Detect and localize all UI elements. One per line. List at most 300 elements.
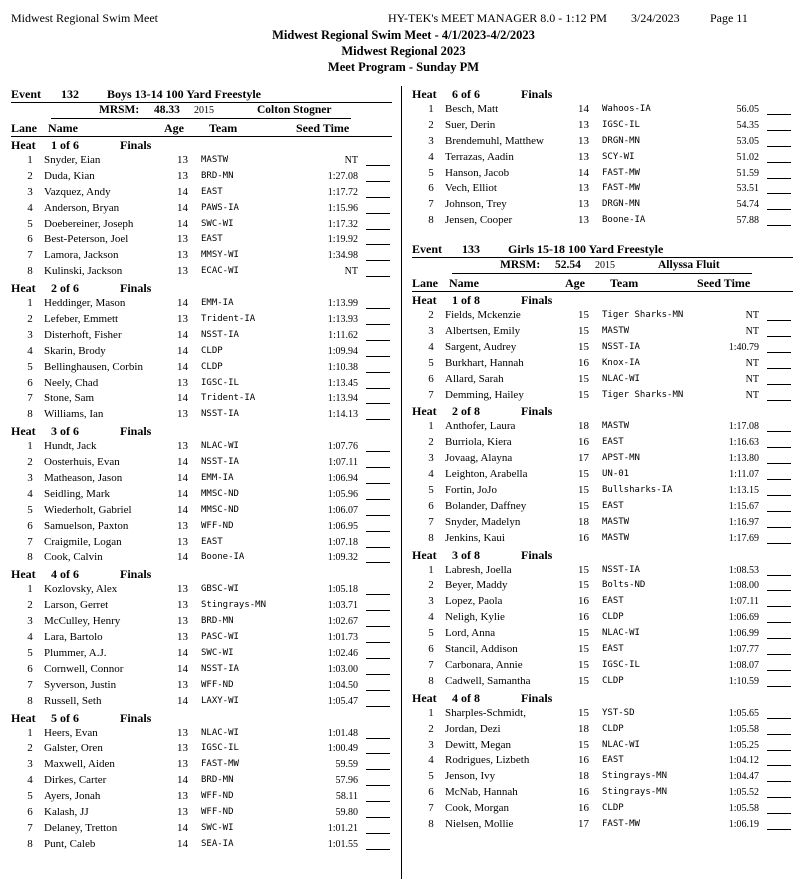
table-row	[11, 232, 392, 248]
swimmer-name: Dewitt, Megan	[445, 738, 511, 751]
seed-time: 1:13.45	[327, 377, 358, 389]
result-blank	[366, 642, 390, 643]
table-row	[11, 757, 392, 773]
swimmer-age: 13	[578, 198, 589, 211]
swimmer-team: BRD-MN	[201, 170, 234, 181]
heat-header	[11, 280, 392, 296]
swimmer-age: 14	[177, 456, 188, 469]
seed-time: 1:27.08	[327, 170, 358, 182]
swimmer-age: 15	[578, 325, 589, 338]
lane-number: 7	[27, 678, 33, 691]
swimmer-name: Jenkins, Kaui	[445, 531, 505, 544]
lane-number: 8	[428, 531, 434, 544]
swimmer-team: SEA-IA	[201, 838, 234, 849]
result-blank	[767, 193, 791, 194]
swimmer-age: 13	[177, 631, 188, 644]
swimmer-age: 14	[177, 185, 188, 198]
seed-time: 1:09.32	[327, 552, 358, 564]
heat-header	[11, 710, 392, 726]
seed-time: 1:10.59	[728, 675, 759, 687]
swimmer-team: SCY-WI	[602, 151, 635, 162]
heat-finals: Finals	[120, 424, 152, 439]
swimmer-team: FAST-MW	[602, 167, 640, 178]
lane-number: 7	[27, 535, 33, 548]
seed-time: 1:02.46	[327, 647, 358, 659]
result-blank	[366, 801, 390, 802]
swimmer-name: Craigmile, Logan	[44, 535, 122, 548]
lane-number: 3	[27, 615, 33, 628]
swimmer-team: MMSC-ND	[201, 488, 239, 499]
result-blank	[767, 209, 791, 210]
seed-time: 1:06.94	[327, 473, 358, 485]
table-row	[11, 821, 392, 837]
table-row	[11, 328, 392, 344]
swimmer-age: 14	[177, 662, 188, 675]
swimmer-age: 14	[177, 344, 188, 357]
swimmer-age: 16	[578, 786, 589, 799]
result-blank	[767, 654, 791, 655]
lane-number: 4	[428, 468, 434, 481]
swimmer-team: Knox-IA	[602, 357, 640, 368]
seed-time: 1:04.47	[728, 771, 759, 783]
lane-number: 8	[27, 837, 33, 850]
swimmer-team: IGSC-IL	[602, 659, 640, 670]
swimmer-team: CLDP	[602, 612, 624, 623]
result-blank	[366, 372, 390, 373]
swimmer-team: MMSY-WI	[201, 250, 239, 261]
seed-time: 1:06.99	[728, 628, 759, 640]
swimmer-team: NSST-IA	[602, 564, 640, 575]
swimmer-name: Demming, Hailey	[445, 388, 524, 401]
lane-number: 8	[27, 408, 33, 421]
swimmer-name: Sargent, Audrey	[445, 340, 517, 353]
swimmer-age: 13	[578, 118, 589, 131]
lane-number: 8	[428, 674, 434, 687]
swimmer-age: 14	[177, 837, 188, 850]
meet-record	[51, 103, 351, 119]
swimmer-name: Heers, Evan	[44, 726, 98, 739]
swimmer-team: DRGN-MN	[602, 135, 640, 146]
swimmer-team: Bullsharks-IA	[602, 485, 673, 496]
seed-time: 59.59	[335, 759, 358, 771]
swimmer-team: MMSC-ND	[201, 504, 239, 515]
event-number: 133	[462, 242, 480, 257]
heat-label: Heat	[412, 404, 437, 419]
lane-number: 5	[27, 360, 33, 373]
swimmer-age: 13	[578, 182, 589, 195]
swimmer-age: 14	[177, 360, 188, 373]
lane-number: 2	[428, 118, 434, 131]
seed-time: NT	[745, 373, 759, 385]
seed-time: 58.11	[335, 791, 358, 803]
swimmer-age: 13	[177, 599, 188, 612]
lane-number: 2	[27, 313, 33, 326]
result-blank	[366, 674, 390, 675]
lane-number: 2	[27, 742, 33, 755]
heat-label: Heat	[412, 547, 437, 562]
lane-number: 4	[428, 340, 434, 353]
seed-time: 1:40.79	[728, 341, 759, 353]
swimmer-age: 15	[578, 738, 589, 751]
seed-time: 59.80	[335, 806, 358, 818]
swimmer-team: NLAC-WI	[602, 628, 640, 639]
swimmer-team: CLDP	[602, 803, 624, 814]
record-label: MRSM:	[500, 259, 541, 272]
swimmer-age: 17	[578, 817, 589, 830]
swimmer-team: GBSC-WI	[201, 584, 239, 595]
seed-time: 1:13.94	[327, 393, 358, 405]
result-blank	[366, 229, 390, 230]
result-blank	[767, 590, 791, 591]
swimmer-age: 13	[177, 169, 188, 182]
seed-time: 1:04.50	[327, 679, 358, 691]
table-row	[412, 817, 793, 833]
seed-time: 1:08.07	[728, 659, 759, 671]
result-blank	[366, 610, 390, 611]
seed-time: 1:05.47	[327, 695, 358, 707]
swimmer-name: Williams, Ian	[44, 408, 104, 421]
swimmer-team: NLAC-WI	[602, 373, 640, 384]
table-row	[11, 694, 392, 710]
swimmer-name: Heddinger, Mason	[44, 297, 126, 310]
lane-number: 7	[27, 392, 33, 405]
table-row	[11, 519, 392, 535]
result-blank	[767, 606, 791, 607]
swimmer-name: Skarin, Brody	[44, 344, 106, 357]
result-blank	[767, 130, 791, 131]
swimmer-age: 15	[578, 372, 589, 385]
result-blank	[366, 356, 390, 357]
seed-time: 1:01.21	[327, 822, 358, 834]
seed-time: 1:05.52	[728, 787, 759, 799]
swimmer-team: SWC-WI	[201, 218, 234, 229]
swimmer-team: EAST	[602, 437, 624, 448]
result-blank	[366, 197, 390, 198]
record-time: 52.54	[555, 259, 581, 272]
table-row	[11, 153, 392, 169]
table-row	[412, 134, 793, 150]
print-date: 3/24/2023	[631, 11, 680, 25]
col-seed: Seed Time	[296, 121, 350, 135]
swimmer-team: Boone-IA	[602, 215, 646, 226]
swimmer-name: Larson, Gerret	[44, 599, 109, 612]
swimmer-age: 16	[578, 595, 589, 608]
seed-time: NT	[344, 155, 358, 166]
swimmer-age: 13	[177, 154, 188, 166]
table-row	[11, 662, 392, 678]
heat-number: 3 of 6	[51, 424, 79, 439]
heat-header	[11, 423, 392, 439]
result-blank	[767, 463, 791, 464]
swimmer-name: Sharples-Schmidt,	[445, 706, 526, 719]
lane-number: 7	[428, 388, 434, 401]
table-row	[412, 515, 793, 531]
table-row	[11, 805, 392, 821]
swimmer-team: NLAC-WI	[201, 441, 239, 452]
column-headers	[11, 119, 392, 137]
swimmer-name: Oosterhuis, Evan	[44, 456, 120, 469]
swimmer-team: Trident-IA	[201, 393, 256, 404]
swimmer-age: 15	[578, 499, 589, 512]
swimmer-age: 16	[578, 802, 589, 815]
swimmer-age: 16	[578, 436, 589, 449]
lane-number: 7	[428, 515, 434, 528]
table-row	[11, 726, 392, 742]
lane-number: 7	[428, 658, 434, 671]
result-blank	[767, 781, 791, 782]
swimmer-name: Doebereiner, Joseph	[44, 217, 134, 230]
table-row	[412, 435, 793, 451]
table-row	[412, 451, 793, 467]
lane-number: 3	[27, 185, 33, 198]
table-row	[11, 773, 392, 789]
table-row	[11, 169, 392, 185]
swimmer-name: Russell, Seth	[44, 694, 102, 707]
table-row	[11, 248, 392, 264]
swimmer-name: Snyder, Eian	[44, 154, 101, 166]
result-blank	[366, 419, 390, 420]
result-blank	[366, 785, 390, 786]
table-row	[412, 578, 793, 594]
swimmer-team: MASTW	[201, 155, 229, 165]
swimmer-team: CLDP	[602, 723, 624, 734]
lane-number: 3	[428, 325, 434, 338]
swimmer-name: Fields, Mckenzie	[445, 309, 521, 322]
swimmer-age: 13	[177, 535, 188, 548]
col-name: Name	[48, 121, 78, 135]
seed-time: 1:00.49	[327, 743, 358, 755]
col-lane: Lane	[11, 121, 38, 135]
table-row	[11, 360, 392, 376]
lane-number: 1	[27, 726, 33, 739]
lane-number: 8	[428, 214, 434, 227]
seed-time: NT	[745, 357, 759, 369]
lane-number: 2	[27, 456, 33, 469]
heat-header	[412, 403, 793, 419]
swimmer-team: CLDP	[201, 345, 223, 356]
result-blank	[767, 638, 791, 639]
heat-finals: Finals	[120, 281, 152, 296]
seed-time: 1:34.98	[327, 250, 358, 262]
seed-time: 1:11.62	[328, 329, 358, 341]
lane-number: 3	[27, 472, 33, 485]
lane-number: 4	[27, 344, 33, 357]
seed-time: 1:06.19	[728, 818, 759, 830]
event-header	[11, 86, 392, 102]
swimmer-team: ECAC-WI	[201, 266, 239, 277]
swimmer-name: Seidling, Mark	[44, 487, 110, 500]
result-blank	[767, 575, 791, 576]
swimmer-name: Beyer, Maddy	[445, 579, 508, 592]
swimmer-name: Bellinghausen, Corbin	[44, 360, 143, 373]
table-row	[412, 340, 793, 356]
lane-number: 4	[27, 201, 33, 214]
heat-header	[412, 292, 793, 308]
swimmer-team: PAWS-IA	[201, 202, 239, 213]
swimmer-age: 15	[578, 340, 589, 353]
table-row	[412, 769, 793, 785]
swimmer-name: Carbonara, Annie	[445, 658, 523, 671]
swimmer-name: Albertsen, Emily	[445, 325, 521, 338]
lane-number: 5	[27, 646, 33, 659]
seed-time: 54.35	[736, 119, 759, 131]
swimmer-name: Vazquez, Andy	[44, 185, 111, 198]
heat-number: 4 of 8	[452, 690, 480, 705]
heat-header	[11, 566, 392, 582]
seed-time: NT	[344, 266, 358, 278]
table-row	[11, 407, 392, 423]
swimmer-team: NLAC-WI	[602, 739, 640, 750]
swimmer-team: Tiger Sharks-MN	[602, 310, 684, 321]
swimmer-team: NSST-IA	[201, 457, 239, 468]
heat-label: Heat	[11, 281, 36, 296]
swimmer-team: FAST-MW	[602, 818, 640, 829]
table-row	[412, 738, 793, 754]
col-seed: Seed Time	[697, 276, 751, 291]
swimmer-age: 13	[177, 408, 188, 421]
swimmer-team: DRGN-MN	[602, 199, 640, 210]
swimmer-age: 15	[578, 579, 589, 592]
swimmer-team: SWC-WI	[201, 822, 234, 833]
swimmer-name: Vech, Elliot	[445, 182, 497, 195]
table-row	[412, 372, 793, 388]
swimmer-team: FAST-MW	[602, 183, 640, 194]
table-row	[412, 753, 793, 769]
swimmer-name: Lara, Bartolo	[44, 631, 103, 644]
swimmer-age: 15	[578, 563, 589, 576]
event-header	[412, 241, 793, 257]
lane-number: 6	[27, 519, 33, 532]
lane-number: 1	[27, 583, 33, 596]
seed-time: 1:05.18	[327, 584, 358, 596]
event-title: Girls 15-18 100 Yard Freestyle	[508, 242, 664, 257]
seed-time: 1:17.08	[728, 421, 759, 433]
lane-number: 6	[27, 662, 33, 675]
table-row	[11, 312, 392, 328]
table-row	[412, 499, 793, 515]
swimmer-name: Brendemuhl, Matthew	[445, 134, 544, 147]
lane-number: 6	[428, 499, 434, 512]
swimmer-name: Besch, Matt	[445, 103, 499, 115]
swimmer-age: 18	[578, 515, 589, 528]
swimmer-name: Maxwell, Aiden	[44, 758, 115, 771]
swimmer-team: BRD-MN	[201, 775, 234, 786]
lane-number: 5	[27, 503, 33, 516]
seed-time: 1:17.72	[327, 186, 358, 198]
seed-time: 1:05.96	[327, 488, 358, 500]
swimmer-age: 14	[578, 166, 589, 179]
heat-label: Heat	[11, 424, 36, 439]
result-blank	[767, 718, 791, 719]
swimmer-age: 13	[177, 742, 188, 755]
swimmer-name: Jovaag, Alayna	[445, 452, 513, 465]
swimmer-name: Terrazas, Aadin	[445, 150, 514, 163]
table-row	[11, 217, 392, 233]
result-blank	[366, 308, 390, 309]
lane-number: 6	[27, 805, 33, 818]
heat-finals: Finals	[521, 690, 553, 705]
table-row	[412, 197, 793, 213]
heat-number: 1 of 6	[51, 138, 79, 152]
result-blank	[366, 181, 390, 182]
software-stamp: HY-TEK's MEET MANAGER 8.0 - 1:12 PM	[388, 11, 607, 25]
result-blank	[366, 467, 390, 468]
swimmer-age: 13	[578, 214, 589, 227]
lane-number: 7	[428, 198, 434, 211]
table-row	[412, 706, 793, 722]
lane-number: 5	[428, 484, 434, 497]
table-row	[412, 150, 793, 166]
swimmer-name: Johnson, Trey	[445, 198, 507, 211]
swimmer-team: EMM-IA	[201, 298, 234, 309]
swimmer-team: Stingrays-MN	[602, 771, 668, 782]
swimmer-name: Bolander, Daffney	[445, 499, 527, 512]
seed-time: 1:11.07	[729, 469, 759, 481]
result-blank	[366, 833, 390, 834]
event-label: Event	[412, 242, 442, 257]
result-blank	[366, 324, 390, 325]
swimmer-name: Jordan, Dezi	[445, 722, 501, 735]
result-blank	[366, 753, 390, 754]
swimmer-age: 13	[177, 678, 188, 691]
swimmer-name: McCulley, Henry	[44, 615, 121, 628]
swimmer-age: 14	[177, 694, 188, 707]
result-blank	[366, 562, 390, 563]
lane-number: 3	[27, 328, 33, 341]
lane-number: 2	[428, 722, 434, 735]
table-row	[412, 531, 793, 547]
lane-number: 7	[27, 249, 33, 262]
result-blank	[767, 162, 791, 163]
event-title: Boys 13-14 100 Yard Freestyle	[107, 87, 261, 101]
result-blank	[366, 340, 390, 341]
lane-number: 3	[27, 758, 33, 771]
swimmer-age: 18	[578, 420, 589, 433]
table-row	[11, 344, 392, 360]
swimmer-age: 13	[177, 726, 188, 739]
seed-time: 1:19.92	[327, 234, 358, 246]
col-team: Team	[209, 121, 238, 135]
swimmer-name: Hundt, Jack	[44, 440, 97, 453]
table-row	[11, 678, 392, 694]
table-row	[11, 455, 392, 471]
seed-time: 57.96	[335, 775, 358, 787]
heat-number: 2 of 8	[452, 404, 480, 419]
result-blank	[767, 734, 791, 735]
result-blank	[767, 400, 791, 401]
result-blank	[366, 499, 390, 500]
swimmer-age: 15	[578, 658, 589, 671]
heat-finals: Finals	[120, 567, 152, 582]
lane-number: 5	[428, 770, 434, 783]
swimmer-name: Fortin, JoJo	[445, 484, 497, 497]
seed-time: 1:01.73	[327, 632, 358, 644]
swimmer-name: Anthofer, Laura	[445, 420, 516, 433]
swimmer-team: WFF-ND	[201, 806, 234, 817]
swimmer-age: 16	[578, 356, 589, 369]
swimmer-age: 14	[177, 328, 188, 341]
table-row	[412, 785, 793, 801]
lane-number: 4	[27, 631, 33, 644]
swimmer-team: EMM-IA	[201, 473, 234, 484]
table-row	[11, 630, 392, 646]
swimmer-name: Jenson, Ivy	[445, 770, 496, 783]
lane-number: 2	[27, 599, 33, 612]
swimmer-age: 14	[177, 821, 188, 834]
lane-number: 2	[27, 169, 33, 182]
swimmer-team: EAST	[602, 596, 624, 607]
result-blank	[767, 765, 791, 766]
